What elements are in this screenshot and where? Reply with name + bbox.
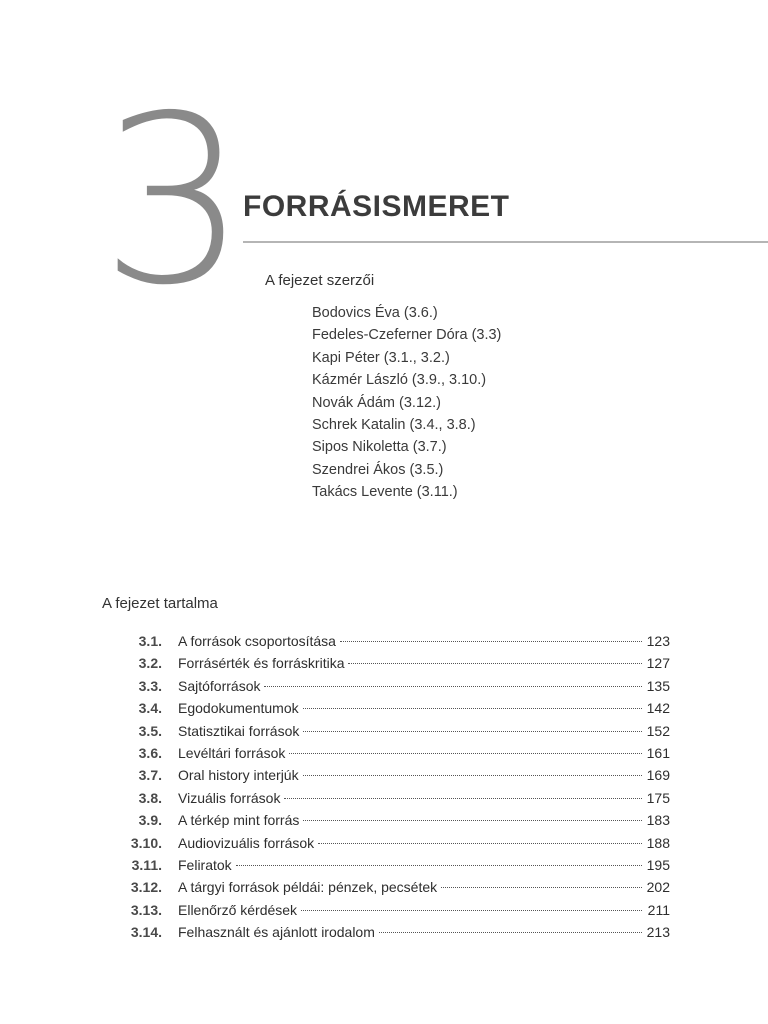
toc-entry-number: 3.14. [130,924,162,941]
toc-dot-leader [441,887,642,888]
toc-dot-leader [303,731,642,732]
toc-dot-leader [284,798,642,799]
toc-dot-leader [289,753,642,754]
toc-entry-title: Felhasznált és ajánlott irodalom [178,924,375,941]
toc-entry-page: 123 [646,633,670,649]
toc-entry-number: 3.13. [130,901,162,918]
author-item: Novák Ádám (3.12.) [312,394,441,411]
toc-entry-title: Feliratok [178,856,232,873]
toc-entry-number: 3.10. [130,834,162,851]
toc-entry[interactable] [110,899,670,921]
toc-entry-page: 152 [646,722,670,739]
author-item: Bodovics Éva (3.6.) [312,305,438,321]
toc-entry-number: 3.7. [138,767,162,784]
toc-entry-title: A tárgyi források példái: pénzek, pecsétek [178,879,438,896]
toc-entry-number: 3.9. [138,812,162,829]
toc-entry-title: Statisztikai források [178,722,300,739]
toc-entry-page: 202 [646,879,670,896]
toc-entry[interactable] [110,720,670,742]
toc-entry[interactable] [110,876,670,898]
toc-entry-number: 3.12. [130,879,162,896]
toc-dot-leader [318,843,642,844]
title-divider [243,241,768,243]
toc-dot-leader [303,820,642,821]
toc-entry[interactable] [110,921,670,943]
toc-entry-title: Egodokumentumok [178,700,299,717]
chapter-title: FORRÁSISMERET [243,190,510,223]
toc-entry-title: Oral history interjúk [178,767,299,784]
author-item: Sipos Nikoletta (3.7.) [312,439,447,456]
chapter-number: 3 [100,66,242,336]
toc-entry-number: 3.2. [138,655,162,672]
toc-entry[interactable] [110,764,670,786]
toc-entry-title: Audiovizuális források [178,834,315,851]
toc-entry[interactable] [110,742,670,764]
author-item: Kázmér László (3.9., 3.10.) [312,372,487,389]
toc-entry-title: Vizuális források [178,789,281,806]
toc-entry-number: 3.8. [138,789,162,806]
toc-entry[interactable] [110,787,670,809]
author-item: Szendrei Ákos (3.5.) [312,461,444,478]
toc-entry-page: 195 [646,856,670,873]
toc-entry-page: 161 [646,744,670,761]
toc-dot-leader [348,663,642,664]
toc-entry-page: 213 [646,924,670,941]
toc-entry[interactable] [110,809,670,831]
toc-entry-number: 3.11. [131,856,162,873]
toc-entry[interactable] [110,652,670,674]
toc-entry-title: A térkép mint forrás [178,812,300,829]
toc-entry-page: 211 [647,901,670,918]
toc-entry-page: 127 [646,655,670,672]
authors-heading: A fejezet szerzői [265,272,375,289]
toc-dot-leader [236,865,642,866]
toc-entry-number: 3.3. [138,677,162,694]
toc-entry[interactable] [110,697,670,719]
toc-entry-number: 3.1. [138,633,162,649]
toc-dot-leader [264,686,642,687]
author-item: Fedeles-Czeferner Dóra (3.3) [312,327,502,344]
toc-entry[interactable] [110,832,670,854]
toc-entry-page: 135 [646,677,670,694]
authors-list [312,302,501,504]
toc-entry-page: 169 [646,767,670,784]
toc-dot-leader [303,775,642,776]
toc-entry[interactable] [110,854,670,876]
toc-entry[interactable] [110,675,670,697]
toc-heading: A fejezet tartalma [102,595,218,612]
toc-entry-title: A források csoportosítása [178,633,336,649]
author-item: Schrek Katalin (3.4., 3.8.) [312,416,476,433]
toc-entry-title: Sajtóforrások [178,677,261,694]
toc-entry-page: 175 [646,789,670,806]
toc-entry[interactable] [110,630,670,652]
toc-dot-leader [303,708,642,709]
table-of-contents [110,630,670,943]
author-item: Kapi Péter (3.1., 3.2.) [312,349,450,366]
toc-dot-leader [301,910,642,911]
toc-entry-title: Ellenőrző kérdések [178,901,298,918]
toc-entry-page: 188 [646,834,670,851]
toc-entry-page: 142 [646,700,670,717]
toc-entry-page: 183 [646,812,670,829]
toc-entry-number: 3.6. [138,744,162,761]
toc-entry-title: Forrásérték és forráskritika [178,655,345,672]
author-item: Takács Levente (3.11.) [312,484,458,501]
toc-entry-number: 3.5. [138,722,162,739]
toc-entry-number: 3.4. [138,700,162,717]
toc-dot-leader [340,641,642,642]
toc-dot-leader [379,932,642,933]
toc-entry-title: Levéltári források [178,744,286,761]
